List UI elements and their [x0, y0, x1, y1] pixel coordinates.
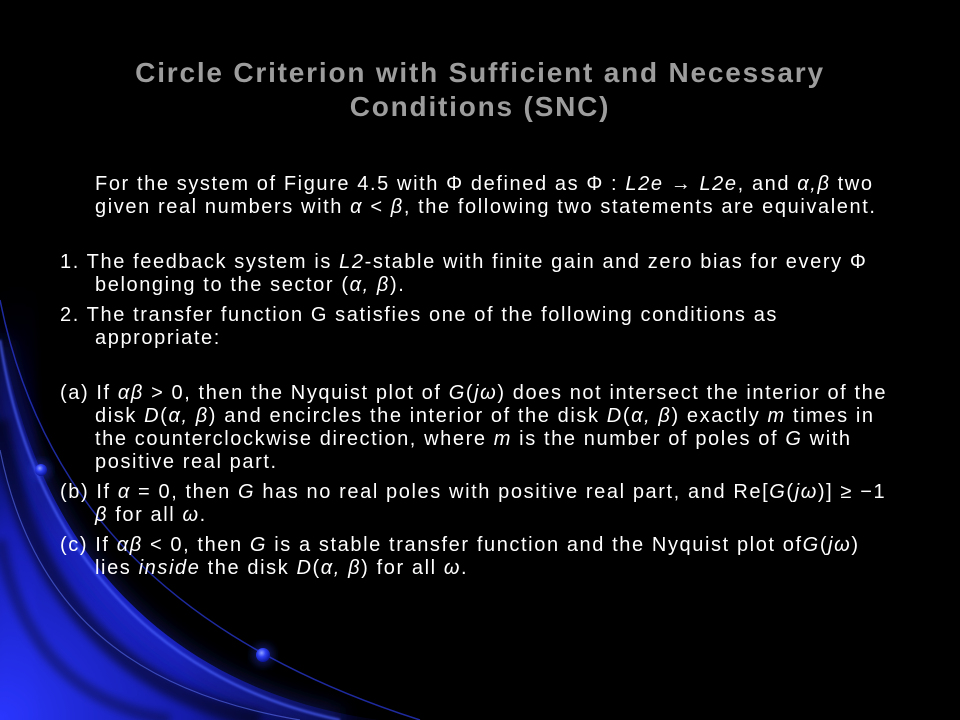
text-run: < — [363, 196, 391, 218]
text-line — [60, 557, 920, 580]
text-line — [60, 251, 920, 274]
italic-math-run: β — [390, 196, 404, 218]
italic-math-run: αβ — [117, 382, 144, 404]
text-run: < 0, then — [142, 534, 250, 556]
italic-math-run: G — [802, 534, 820, 556]
decorative-dot — [35, 464, 47, 476]
condition-c — [60, 534, 920, 580]
text-run: ) exactly — [671, 405, 768, 427]
text-run: ) and encircles the interior of the disk — [208, 405, 607, 427]
text-run: , the following two statements are equivalent. — [403, 196, 877, 218]
decorative-dot — [256, 648, 270, 662]
text-run: lies — [95, 557, 139, 579]
italic-math-run: α — [350, 196, 364, 218]
italic-math-run: D — [606, 405, 623, 427]
text-run: is the number of poles of — [512, 428, 786, 450]
text-run: with — [802, 428, 852, 450]
condition-b — [60, 481, 920, 527]
italic-math-run: α, β — [320, 557, 362, 579]
text-line — [60, 274, 920, 297]
italic-math-run: G — [238, 481, 256, 503]
italic-math-run: G — [769, 481, 787, 503]
text-run: -stable with finite gain and zero bias for every Φ — [364, 251, 868, 273]
text-run: times in — [785, 405, 875, 427]
italic-math-run: ω — [182, 504, 200, 526]
text-run: is a stable transfer function and the Nyquist plot of — [267, 534, 803, 556]
intro-paragraph — [60, 173, 920, 219]
italic-math-run: α, β — [631, 405, 672, 427]
text-line — [60, 428, 920, 451]
italic-math-run: αβ — [116, 534, 143, 556]
text-run: ( — [312, 557, 321, 579]
text-line — [60, 327, 920, 350]
italic-math-run: D — [296, 557, 313, 579]
text-line — [60, 173, 920, 196]
text-run: , and — [737, 173, 798, 195]
text-run: ( — [465, 382, 475, 404]
slide-body — [60, 173, 920, 580]
italic-math-run: α — [117, 481, 131, 503]
text-line — [60, 405, 920, 428]
text-run: . — [461, 557, 469, 579]
italic-math-run: jω — [828, 534, 852, 556]
statement-2 — [60, 304, 920, 350]
italic-math-run: α, β — [168, 405, 209, 427]
text-run: 1. The feedback system is — [60, 251, 340, 273]
text-line — [60, 534, 920, 557]
condition-a — [60, 382, 920, 474]
slide-title: Circle Criterion with Sufficient and Necessary Conditions (SNC) — [135, 57, 825, 122]
italic-math-run: G — [785, 428, 803, 450]
text-line — [60, 481, 920, 504]
text-run: 2. The transfer function G satisfies one of the following conditions as — [60, 304, 779, 326]
text-run: (b) If — [60, 481, 118, 503]
italic-math-run: α,β — [797, 173, 831, 195]
statement-1 — [60, 251, 920, 297]
text-line — [60, 451, 920, 474]
text-run: . — [199, 504, 207, 526]
text-run: ( — [160, 405, 169, 427]
text-run: ) — [851, 534, 860, 556]
text-run: (c) If — [60, 534, 117, 556]
text-run: For the system of Figure 4.5 with Φ defined as Φ : — [95, 173, 626, 195]
text-line — [60, 504, 920, 527]
text-run: = 0, then — [130, 481, 239, 503]
text-line — [60, 382, 920, 405]
italic-math-run: G — [249, 534, 268, 556]
text-run: (a) If — [60, 382, 118, 404]
text-run: ). — [389, 274, 406, 296]
italic-math-run: m — [493, 428, 513, 450]
text-run: appropriate: — [95, 327, 221, 349]
text-run: > 0, then the Nyquist plot of — [143, 382, 449, 404]
text-run: ( — [819, 534, 829, 556]
italic-math-run: L2 — [339, 251, 365, 273]
text-run: ( — [786, 481, 795, 503]
text-run: given real numbers with — [95, 196, 351, 218]
italic-math-run: ω — [443, 557, 462, 579]
text-run: has no real poles with positive real part, and Re[ — [255, 481, 770, 503]
italic-math-run: m — [767, 405, 786, 427]
text-run: )] ≥ −1 — [817, 481, 887, 503]
text-run: belonging to the sector ( — [95, 274, 350, 296]
text-run: ( — [622, 405, 632, 427]
italic-math-run: G — [448, 382, 466, 404]
text-line — [60, 304, 920, 327]
text-run: two — [830, 173, 874, 195]
text-line — [60, 196, 920, 219]
text-run: the disk — [200, 557, 297, 579]
italic-math-run: α, β — [349, 274, 390, 296]
text-run: disk — [95, 405, 145, 427]
text-run: the counterclockwise direction, where — [95, 428, 494, 450]
text-run: ) for all — [361, 557, 444, 579]
italic-math-run: jω — [474, 382, 498, 404]
text-run: ) does not intersect the interior of the — [497, 382, 888, 404]
italic-math-run: L2e → L2e — [625, 173, 738, 195]
italic-math-run: β — [95, 504, 109, 526]
italic-math-run: jω — [794, 481, 818, 503]
italic-math-run: D — [144, 405, 161, 427]
text-run: for all — [108, 504, 183, 526]
text-run: positive real part. — [95, 451, 278, 473]
italic-math-run: inside — [138, 557, 201, 579]
